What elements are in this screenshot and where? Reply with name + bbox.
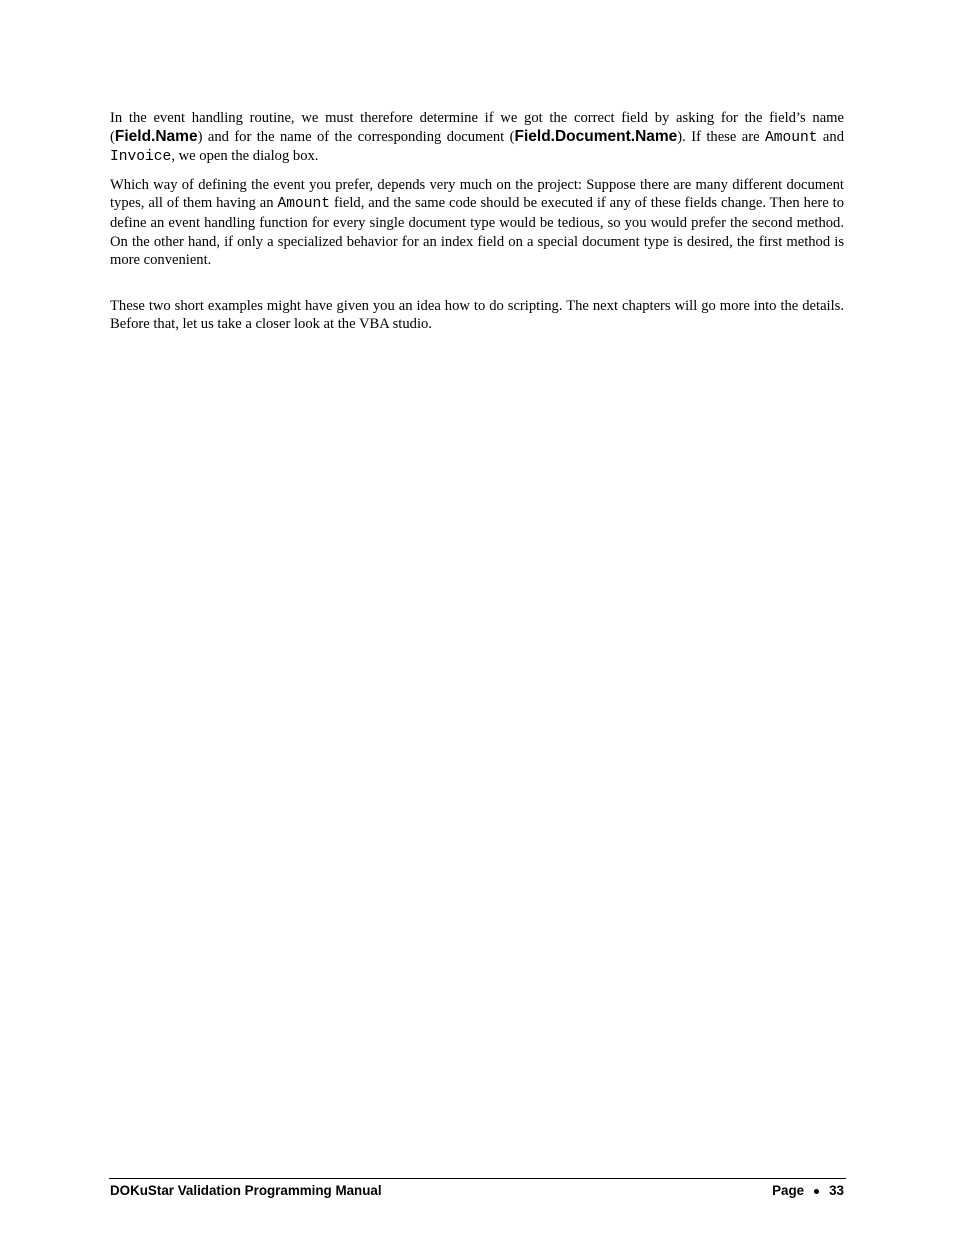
text-run: and [817,128,844,145]
paragraph-event-routine [110,109,844,167]
paragraph-summary: These two short examples might have given you an idea how to do scripting. The next chapters will go more into the details. Before that, let us take a closer look at the VBA studio. [110,297,844,333]
page-footer [110,1182,844,1199]
footer-divider [109,1178,846,1179]
paragraph-event-choice [110,176,844,270]
text-run: Which way of defining the event you prefer, depends very much on the project: Suppose there are many different document types, all of them having an [110,176,844,212]
footer-page-label: Page [772,1183,805,1198]
bullet-icon [814,1189,819,1194]
footer-page-number: 33 [829,1183,844,1198]
code-amount: Amount [277,196,331,213]
footer-title: DOKuStar Validation Programming Manual [110,1183,382,1198]
text-run: , we open the dialog box. [171,148,319,165]
footer-page-info [772,1182,844,1199]
text-run: field, and the same code should be executed if any of these fields change. Then here to define an event handling function for every single document type would be tedious, so you would prefer the second method. On the other hand, if only a specialized behavior for an index field on a special document type is desired, the first method is more convenient. [110,195,844,269]
code-field-name: Field.Name [114,127,198,145]
text-run: In the event handling routine, we must therefore determine if we got the correct field by asking for the field’s name ( [110,110,844,145]
text-run: ). If these are [677,128,765,145]
code-invoice: Invoice [110,149,172,166]
page-body [110,109,844,343]
code-field-document-name: Field.Document.Name [514,127,678,145]
text-run: ) and for the name of the corresponding document ( [197,128,515,145]
code-amount: Amount [764,129,818,146]
